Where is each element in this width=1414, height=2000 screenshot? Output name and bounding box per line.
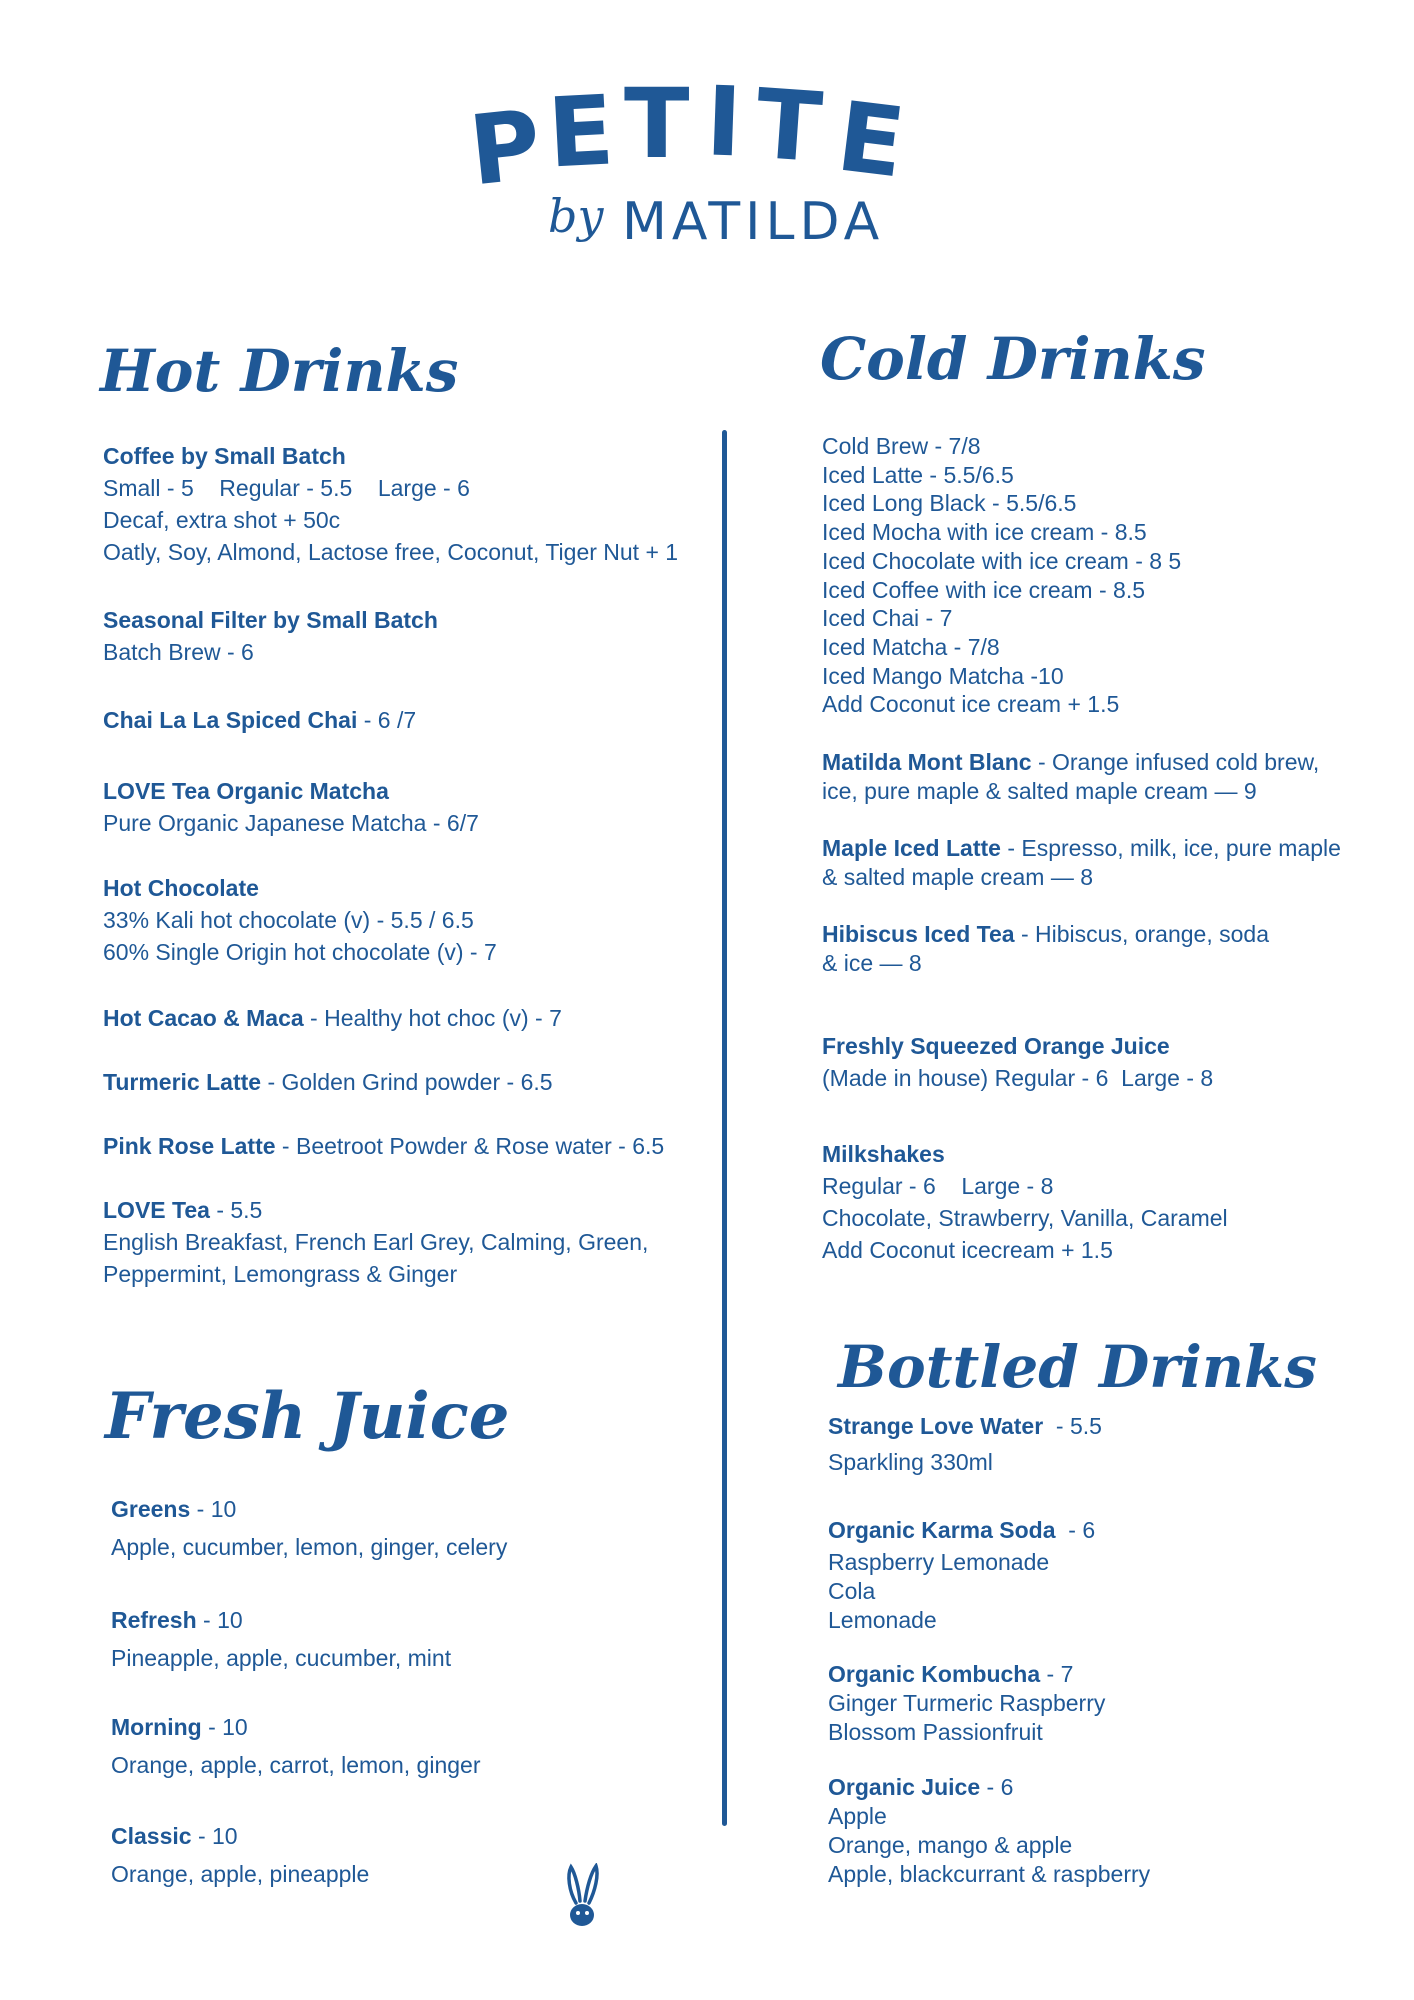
orange-juice-detail: (Made in house) Regular - 6 Large - 8 (822, 1065, 1214, 1091)
filter-title: Seasonal Filter by Small Batch (103, 607, 438, 633)
juice-price: - 10 (191, 1823, 238, 1849)
logo-letter-e: E (545, 74, 617, 190)
milkshakes-item (822, 1138, 1228, 1266)
logo-letter-i: I (704, 65, 744, 179)
juice-item (111, 1708, 480, 1784)
water-item (828, 1408, 1102, 1480)
soda-flavour: Raspberry Lemonade (828, 1549, 1050, 1575)
organic-juice-flavour: Apple (828, 1803, 887, 1829)
juice-item (111, 1817, 369, 1893)
juice-detail: Apple, cucumber, lemon, ginger, celery (111, 1534, 508, 1560)
maple-item (822, 834, 1341, 892)
bottled-drinks-heading: Bottled Drinks (838, 1333, 1317, 1401)
kombucha-flavour: Ginger Turmeric Raspberry (828, 1690, 1106, 1716)
cold-list (822, 432, 1181, 719)
juice-price: - 10 (196, 1607, 243, 1633)
coffee-milks: Oatly, Soy, Almond, Lactose free, Coconut, Tiger Nut + 1 (103, 539, 679, 565)
soda-item (828, 1516, 1095, 1635)
chai-title: Chai La La Spiced Chai (103, 707, 358, 733)
soda-price: - 6 (1055, 1517, 1096, 1543)
hibiscus-line1: - Hibiscus, orange, soda (1014, 921, 1269, 947)
organic-juice-title: Organic Juice (828, 1774, 981, 1800)
maple-title: Maple Iced Latte (822, 835, 1001, 861)
coffee-title: Coffee by Small Batch (103, 443, 346, 469)
cold-list-item: Iced Mango Matcha -10 (822, 662, 1064, 689)
kombucha-title: Organic Kombucha (828, 1661, 1041, 1687)
soda-flavour: Lemonade (828, 1607, 937, 1633)
cold-list-item: Iced Latte - 5.5/6.5 (822, 461, 1014, 488)
rose-title: Pink Rose Latte (103, 1133, 276, 1159)
montblanc-title: Matilda Mont Blanc (822, 749, 1032, 775)
montblanc-line2: ice, pure maple & salted maple cream — 9 (822, 778, 1257, 804)
montblanc-item (822, 748, 1319, 806)
juice-price: - 10 (201, 1714, 248, 1740)
matcha-detail: Pure Organic Japanese Matcha - 6/7 (103, 810, 479, 836)
chocolate-line1: 33% Kali hot chocolate (v) - 5.5 / 6.5 (103, 907, 474, 933)
filter-detail: Batch Brew - 6 (103, 639, 254, 665)
orange-juice-item (822, 1030, 1213, 1094)
turmeric-item (103, 1066, 553, 1098)
juice-price: - 10 (190, 1496, 237, 1522)
juice-detail: Orange, apple, pineapple (111, 1861, 370, 1887)
cold-list-item: Iced Long Black - 5.5/6.5 (822, 490, 1077, 517)
chai-price: - 6 /7 (357, 707, 417, 733)
milkshakes-flavours: Chocolate, Strawberry, Vanilla, Caramel (822, 1205, 1228, 1231)
logo-letter-p: P (464, 88, 547, 208)
cold-list-item: Iced Chocolate with ice cream - 8 5 (822, 547, 1182, 574)
chocolate-item (103, 872, 497, 968)
organic-juice-flavour: Apple, blackcurrant & raspberry (828, 1861, 1151, 1887)
chocolate-title: Hot Chocolate (103, 875, 259, 901)
love-tea-title: LOVE Tea (103, 1197, 210, 1223)
juice-name: Refresh (111, 1607, 197, 1633)
milkshakes-sizes: Regular - 6 Large - 8 (822, 1173, 1054, 1199)
cold-drinks-heading: Cold Drinks (820, 325, 1206, 393)
chocolate-line2: 60% Single Origin hot chocolate (v) - 7 (103, 939, 497, 965)
column-divider (722, 430, 727, 1826)
cold-list-item: Iced Mocha with ice cream - 8.5 (822, 519, 1147, 546)
cacao-item (103, 1002, 562, 1034)
organic-juice-price: - 6 (980, 1774, 1014, 1800)
logo-name: MATILDA (622, 192, 885, 252)
cold-list-item: Cold Brew - 7/8 (822, 433, 981, 459)
juice-detail: Orange, apple, carrot, lemon, ginger (111, 1752, 481, 1778)
matcha-item (103, 775, 479, 839)
coffee-sizes: Small - 5 Regular - 5.5 Large - 6 (103, 475, 470, 501)
rose-detail: - Beetroot Powder & Rose water - 6.5 (275, 1133, 665, 1159)
chai-item (103, 704, 416, 736)
hot-drinks-heading: Hot Drinks (100, 337, 459, 405)
love-tea-line1: English Breakfast, French Earl Grey, Calming, Green, (103, 1229, 649, 1255)
logo-letter-t: T (624, 68, 690, 180)
juice-detail: Pineapple, apple, cucumber, mint (111, 1645, 452, 1671)
orange-juice-title: Freshly Squeezed Orange Juice (822, 1033, 1170, 1059)
juice-item (111, 1601, 451, 1677)
water-detail: Sparkling 330ml (828, 1449, 993, 1475)
kombucha-price: - 7 (1040, 1661, 1074, 1687)
turmeric-detail: - Golden Grind powder - 6.5 (261, 1069, 553, 1095)
juice-item (111, 1490, 507, 1566)
cacao-detail: - Healthy hot choc (v) - 7 (303, 1005, 562, 1031)
kombucha-item (828, 1660, 1105, 1747)
organic-juice-flavour: Orange, mango & apple (828, 1832, 1073, 1858)
hibiscus-title: Hibiscus Iced Tea (822, 921, 1015, 947)
coffee-decaf: Decaf, extra shot + 50c (103, 507, 341, 533)
cold-list-item: Iced Matcha - 7/8 (822, 633, 1000, 660)
cold-list-item: Iced Coffee with ice cream - 8.5 (822, 576, 1145, 603)
juice-name: Morning (111, 1714, 202, 1740)
milkshakes-title: Milkshakes (822, 1141, 945, 1167)
logo-by: by (548, 189, 604, 243)
milkshakes-addon: Add Coconut icecream + 1.5 (822, 1237, 1113, 1263)
soda-title: Organic Karma Soda (828, 1517, 1056, 1543)
love-tea-item (103, 1194, 648, 1290)
hibiscus-item (822, 920, 1269, 978)
cold-list-item: Add Coconut ice cream + 1.5 (822, 691, 1120, 718)
fresh-juice-heading: Fresh Juice (105, 1379, 510, 1454)
water-price: - 5.5 (1043, 1413, 1102, 1439)
love-tea-price: - 5.5 (209, 1197, 263, 1223)
montblanc-line1: - Orange infused cold brew, (1031, 749, 1320, 775)
juice-name: Greens (111, 1496, 191, 1522)
soda-flavour: Cola (828, 1578, 876, 1604)
organic-juice-item (828, 1773, 1150, 1889)
kombucha-flavour: Blossom Passionfruit (828, 1719, 1043, 1745)
hibiscus-line2: & ice — 8 (822, 950, 922, 976)
matcha-title: LOVE Tea Organic Matcha (103, 778, 389, 804)
rose-item (103, 1130, 664, 1162)
cold-list-item: Iced Chai - 7 (822, 605, 953, 632)
logo-letter-t2: T (752, 67, 826, 185)
coffee-item (103, 440, 678, 568)
logo-letter-e2: E (831, 80, 911, 200)
maple-line1: - Espresso, milk, ice, pure maple (1000, 835, 1341, 861)
juice-name: Classic (111, 1823, 192, 1849)
bunny-icon (561, 1863, 603, 1931)
maple-line2: & salted maple cream — 8 (822, 864, 1094, 890)
turmeric-title: Turmeric Latte (103, 1069, 262, 1095)
cacao-title: Hot Cacao & Maca (103, 1005, 304, 1031)
love-tea-line2: Peppermint, Lemongrass & Ginger (103, 1261, 458, 1287)
water-title: Strange Love Water (828, 1413, 1044, 1439)
filter-item (103, 604, 438, 668)
